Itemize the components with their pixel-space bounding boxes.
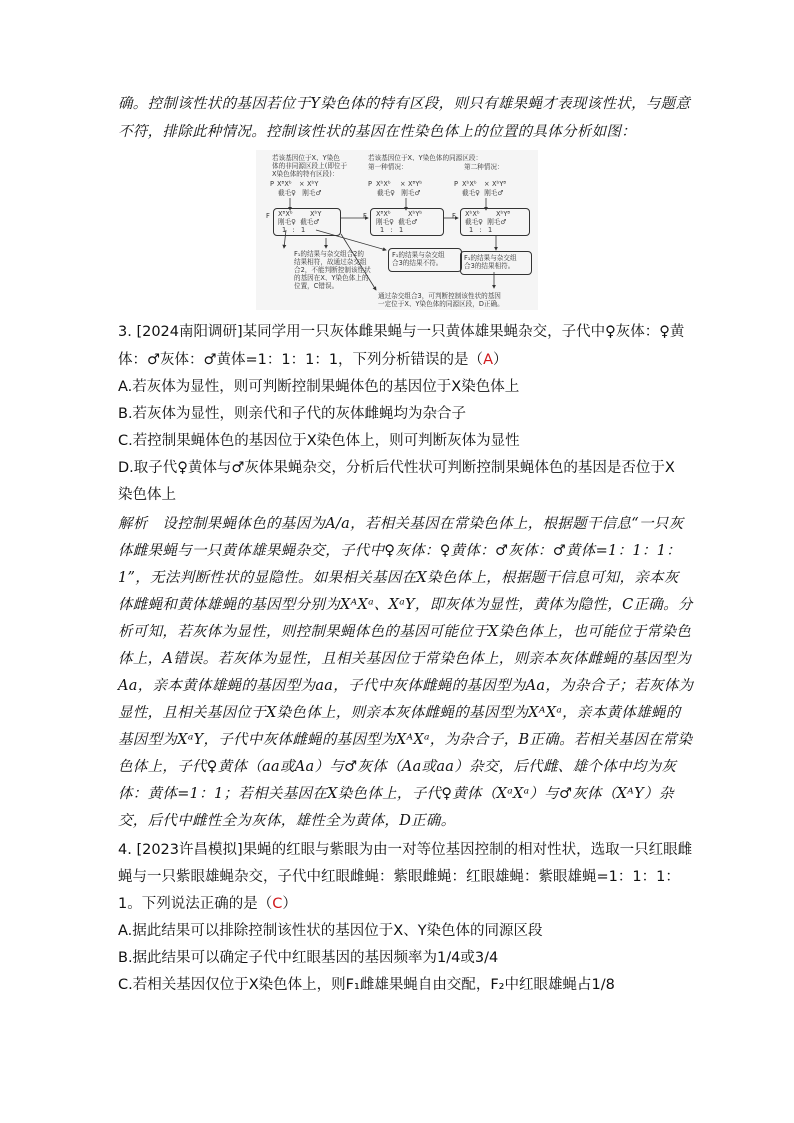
b-p-male: XᴮYᵇ	[408, 180, 423, 188]
q4-stem-line-3	[118, 894, 297, 914]
c-p-phenotype: 截毛♀ 刚毛♂	[462, 189, 504, 197]
a-p-male: XᵇY	[307, 180, 319, 188]
q4-answer: C	[272, 896, 283, 912]
intro-line-2: 不符，排除此种情况。控制该性状的基因在性染色体上的位置的具体分析如图：	[118, 124, 636, 140]
b-f1-female: XᴮXᵇ	[376, 210, 391, 218]
intro-line-1: 确。控制该性状的基因若位于Y染色体的特有区段，则只有雄果蝇才表现该性状，与题意	[118, 96, 691, 112]
analysis-line-5: 析可知，若灰体为显性，则控制果蝇体色的基因可能位于X染色体上，也可能位于常染色	[118, 624, 692, 640]
f1-label-b: F	[363, 212, 367, 220]
cross-symbol-a: ×	[299, 180, 305, 188]
b-f1-phenotype: 刚毛♀ 截毛♂	[376, 218, 418, 226]
cross-symbol-b: ×	[400, 180, 406, 188]
q3-option-c: C.若控制果蝇体色的基因位于X染色体上，则可判断灰体为显性	[118, 433, 520, 449]
analysis-line-3: 1”，无法判断性状的显隐性。如果相关基因在X染色体上，根据题干信息可知，亲本灰	[118, 570, 679, 586]
q3-close-paren: ）	[492, 352, 508, 368]
analysis-line-2: 体雌果蝇与一只黄体雄果蝇杂交，子代中♀灰体：♀黄体：♂灰体：♂黄体=1：1：1：	[118, 543, 682, 559]
c-f1-female: XᵇXᵇ	[465, 210, 480, 218]
q3-option-d-line-2: 染色体上	[118, 487, 176, 503]
f1-label-a: F	[266, 212, 270, 220]
cross-symbol-c: ×	[484, 180, 490, 188]
note-1: F₁的结果与杂交组合2的 结果相符，故通过杂交组 合2，不能判断控制该性状 的基因在X、Y染色体上的 位置，C错误。	[294, 250, 371, 290]
c-f1-ratio: 1 : 1	[469, 226, 493, 234]
analysis-line-12: 交，后代中雌性全为灰体，雄性全为黄体，D正确。	[118, 813, 456, 829]
q4-stem-text: 1。下列说法正确的是（	[118, 896, 273, 912]
b-p-female: XᵇXᵇ	[376, 180, 391, 188]
panel-a-title: 若该基因位于X、Y染色 体的非同源区段上(即位于 X染色体的特有区段)：	[272, 154, 348, 178]
b-f1-ratio: 1 : 1	[380, 226, 404, 234]
c-f1-male: XᵇYᴮ	[496, 210, 511, 218]
analysis-line-10: 色体上，子代♀黄体（aa或Aa）与♂灰体（Aa或aa）杂交，后代雌、雄个体中均为灰	[118, 759, 677, 775]
c-p-male: XᵇYᴮ	[492, 180, 507, 188]
note-2: F₁的结果与杂交组 合3的结果不符。	[392, 251, 445, 267]
q3-option-a: A.若灰体为显性，则可判断控制果蝇体色的基因位于X染色体上	[118, 379, 520, 395]
panel-b-title: 若该基因位于X、Y染色体的同源区段：	[368, 154, 483, 162]
a-p-phenotype: 截毛♀ 刚毛♂	[278, 189, 322, 197]
a-f1-phenotype: 刚毛♀ 截毛♂	[278, 218, 320, 226]
a-p-female: XᴮXᵇ	[277, 180, 292, 188]
p-label-b: P	[368, 180, 372, 188]
q3-option-d-line-1: D.取子代♀黄体与♂灰体果蝇杂交，分析后代性状可判断控制果蝇体色的基因是否位于X	[118, 460, 675, 476]
q3-stem-text: 体：♂灰体：♂黄体=1：1：1：1，下列分析错误的是（	[118, 352, 484, 368]
note-4: 通过杂交组合3，可判断控制该性状的基因 一定位于X、Y染色体的同源区段，D正确。	[378, 292, 504, 308]
analysis-line-8: 显性，且相关基因位于X染色体上，则亲本灰体雌蝇的基因型为XᴬXᵃ，亲本黄体雄蝇的	[118, 705, 681, 721]
q3-option-b: B.若灰体为显性，则亲代和子代的灰体雌蝇均为杂合子	[118, 406, 467, 422]
analysis-line-1: 解析 设控制果蝇体色的基因为A/a，若相关基因在常染色体上，根据题干信息“一只灰	[118, 516, 684, 532]
q4-stem-line-2: 蝇与一只紫眼雄蝇杂交，子代中红眼雌蝇：紫眼雌蝇：红眼雄蝇：紫眼雄蝇=1：1：1：	[118, 869, 680, 885]
q4-option-a: A.据此结果可以排除控制该性状的基因位于X、Y染色体的同源区段	[118, 923, 543, 939]
c-f1-phenotype: 截毛♀ 刚毛♂	[465, 218, 507, 226]
analysis-line-4: 体雌蝇和黄体雄蝇的基因型分别为XᴬXᵃ、XᵃY，即灰体为显性，黄体为隐性，C正确。分	[118, 597, 693, 613]
f1-label-c: F	[452, 212, 456, 220]
a-f1-male: XᵇY	[310, 210, 322, 218]
q4-stem-line-1: 4. [2023许昌模拟]果蝇的红眼与紫眼为由一对等位基因控制的相对性状，选取一只红眼雌	[118, 842, 693, 858]
b-p-phenotype: 截毛♀ 刚毛♂	[377, 189, 421, 197]
q3-stem-line-2	[118, 350, 507, 370]
c-p-female: XᵇXᵇ	[462, 180, 477, 188]
note-3: F₁的结果与杂交组 合3的结果相符。	[464, 254, 517, 270]
genetics-cross-diagram	[256, 150, 538, 310]
b-f1-male: XᵇYᵇ	[408, 210, 423, 218]
q3-stem-line-1: 3. [2024南阳调研]某同学用一只灰体雌果蝇与一只黄体雄果蝇杂交，子代中♀灰体：♀黄	[118, 324, 685, 340]
case-1-label: 第一种情况：	[368, 163, 408, 171]
case-2-label: 第二种情况：	[464, 163, 504, 171]
q4-close-paren: ）	[282, 896, 297, 912]
p-label-a: P	[270, 180, 274, 188]
q3-answer: A	[483, 352, 493, 368]
p-label-c: P	[454, 180, 458, 188]
q4-option-b: B.据此结果可以确定子代中红眼基因的基因频率为1/4或3/4	[118, 950, 499, 966]
q4-option-c: C.若相关基因仅位于X染色体上，则F₁雌雄果蝇自由交配，F₂中红眼雄蝇占1/8	[118, 977, 615, 993]
a-f1-female: XᴮXᵇ	[278, 210, 293, 218]
analysis-line-11: 体：黄体=1：1；若相关基因在X染色体上，子代♀黄体（XᵃXᵃ）与♂灰体（XᴬY）杂	[118, 786, 674, 802]
a-f1-ratio: 1 : 1	[282, 226, 306, 234]
analysis-line-7: Aa，亲本黄体雄蝇的基因型为aa，子代中灰体雌蝇的基因型为Aa，为杂合子；若灰体为	[118, 678, 694, 694]
analysis-line-6: 体上，A错误。若灰体为显性，且相关基因位于常染色体上，则亲本灰体雌蝇的基因型为	[118, 651, 692, 667]
analysis-line-9: 基因型为XᵃY，子代中灰体雌蝇的基因型为XᴬXᵃ，为杂合子，B正确。若相关基因在常染	[118, 732, 693, 748]
